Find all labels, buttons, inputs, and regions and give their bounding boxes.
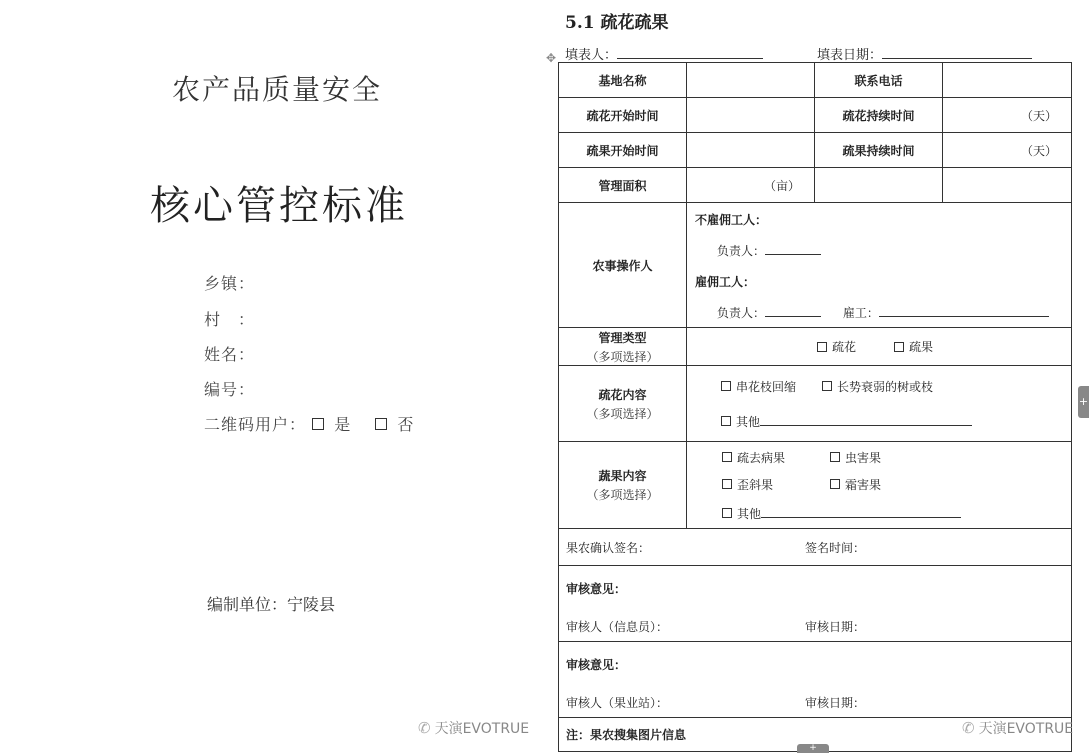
multi-hint: （多项选择）	[586, 349, 659, 364]
qr-label: 二维码用户：	[204, 415, 307, 434]
checkbox[interactable]	[817, 342, 827, 352]
thinning-form-table	[558, 62, 1072, 752]
qr-yes-checkbox[interactable]	[312, 418, 324, 430]
table-row	[559, 642, 1072, 718]
non-hired-responsible-row	[717, 242, 1063, 259]
cover-field-name: 姓名：	[204, 345, 256, 364]
option-label: 其他	[736, 414, 761, 429]
fruit-duration-value[interactable]: （天）	[943, 133, 1072, 168]
option-label: 串花枝回缩	[736, 379, 797, 394]
watermark-text: 天演EVOTRUE	[434, 721, 530, 737]
fruit-content-options	[687, 442, 1072, 529]
flower-duration-value[interactable]: （天）	[943, 98, 1072, 133]
base-name-value[interactable]	[687, 63, 815, 98]
hired-label: 雇佣工人：	[695, 275, 756, 289]
area-label: 管理面积	[559, 168, 687, 203]
farmer-sign-label: 果农确认签名：	[566, 540, 651, 555]
flower-content-label	[559, 366, 687, 442]
option-flower[interactable]	[817, 338, 856, 355]
option-label: 疏去病果	[737, 450, 786, 465]
responsible-line[interactable]	[765, 244, 821, 255]
table-row	[559, 98, 1072, 133]
multi-hint: （多项选择）	[586, 406, 659, 421]
note-text: 注：果农搜集图片信息	[566, 728, 687, 742]
reviewer-station-label: 审核人（果业站）：	[566, 696, 669, 710]
hired-responsible-row	[717, 304, 1063, 321]
fill-date-line[interactable]	[882, 47, 1032, 59]
option-cut-back[interactable]	[721, 378, 796, 395]
watermark-left	[418, 718, 529, 738]
table-row	[559, 203, 1072, 328]
checkbox[interactable]	[721, 381, 731, 391]
wechat-icon: ✆	[962, 719, 975, 737]
option-frost[interactable]	[830, 476, 881, 493]
filler-label: 填表人：	[565, 48, 618, 63]
employee-label: 雇工：	[842, 306, 879, 320]
cover-field-number: 编号：	[204, 380, 256, 399]
qr-yes-label: 是	[334, 415, 352, 434]
flower-content-options	[687, 366, 1072, 442]
checkbox[interactable]	[822, 381, 832, 391]
option-deformed[interactable]	[722, 476, 830, 493]
empty-cell	[815, 168, 943, 203]
option-label: 其他	[737, 506, 762, 521]
add-column-icon[interactable]: +	[1078, 386, 1089, 418]
review-opinion-label: 审核意见：	[566, 658, 627, 672]
table-row	[559, 529, 1072, 566]
phone-label: 联系电话	[815, 63, 943, 98]
watermark-right	[962, 718, 1073, 738]
option-label: 疏花	[832, 340, 857, 354]
farmer-sign-cell	[559, 529, 1072, 566]
review-opinion-label: 审核意见：	[566, 582, 627, 596]
review-date-label: 审核日期：	[805, 620, 866, 634]
table-row	[559, 566, 1072, 642]
cover-field-village: 村 ：	[204, 310, 256, 329]
cover-field-qr	[204, 412, 414, 435]
review-info-cell	[559, 566, 1072, 642]
checkbox[interactable]	[830, 479, 840, 489]
checkbox[interactable]	[830, 452, 840, 462]
option-label: 霜害果	[845, 477, 882, 492]
base-name-label: 基地名称	[559, 63, 687, 98]
responsible-line[interactable]	[765, 306, 821, 317]
mgmt-type-text: 管理类型	[598, 330, 647, 345]
fruit-start-value[interactable]	[687, 133, 815, 168]
qr-no-checkbox[interactable]	[375, 418, 387, 430]
responsible-label: 负责人：	[717, 306, 766, 320]
option-fruit[interactable]	[894, 338, 933, 355]
table-row	[559, 63, 1072, 98]
checkbox[interactable]	[722, 479, 732, 489]
review-date-label: 审核日期：	[805, 696, 866, 710]
option-diseased[interactable]	[722, 449, 830, 466]
flower-start-label: 疏花开始时间	[559, 98, 687, 133]
flower-content-text: 疏花内容	[598, 387, 647, 402]
option-other[interactable]	[721, 413, 760, 430]
operator-value	[687, 203, 1072, 328]
other-line[interactable]	[760, 415, 972, 426]
other-line[interactable]	[761, 507, 961, 518]
mgmt-type-label	[559, 328, 687, 366]
watermark-text: 天演EVOTRUE	[978, 721, 1074, 737]
cover-subtitle: 农产品质量安全	[172, 73, 383, 106]
fill-date-label: 填表日期：	[817, 48, 883, 63]
add-row-icon[interactable]: +	[797, 744, 829, 753]
table-row	[559, 442, 1072, 529]
table-row	[559, 133, 1072, 168]
cover-compiling-unit: 编制单位：宁陵县	[207, 595, 336, 614]
non-hired-label: 不雇佣工人：	[695, 213, 768, 227]
fruit-content-text: 蔬果内容	[598, 469, 647, 483]
filler-line[interactable]	[617, 47, 763, 59]
phone-value[interactable]	[943, 63, 1072, 98]
checkbox[interactable]	[722, 452, 732, 462]
checkbox[interactable]	[721, 416, 731, 426]
reviewer-info-label: 审核人（信息员）：	[566, 620, 669, 634]
option-label: 疏果	[909, 340, 934, 354]
option-label: 长势衰弱的树或枝	[837, 379, 934, 394]
wechat-icon: ✆	[418, 719, 431, 737]
table-row	[559, 168, 1072, 203]
multi-hint: （多项选择）	[586, 488, 659, 502]
fruit-content-label	[559, 442, 687, 529]
fill-date-row	[817, 44, 1032, 63]
flower-start-value[interactable]	[687, 98, 815, 133]
checkbox[interactable]	[894, 342, 904, 352]
review-station-cell	[559, 642, 1072, 718]
flower-duration-label: 疏花持续时间	[815, 98, 943, 133]
option-weak[interactable]	[822, 378, 933, 395]
table-row	[559, 328, 1072, 366]
option-label: 虫害果	[845, 450, 882, 465]
option-label: 歪斜果	[737, 477, 774, 492]
option-pest[interactable]	[830, 449, 881, 466]
sheet-title: 5.1 疏花疏果	[565, 13, 669, 33]
empty-cell	[943, 168, 1072, 203]
sign-time-label: 签名时间：	[805, 540, 866, 555]
table-move-handle-icon[interactable]: ✥	[546, 51, 557, 65]
area-value[interactable]: （亩）	[687, 168, 815, 203]
mgmt-type-options	[687, 328, 1072, 366]
fruit-start-label: 疏果开始时间	[559, 133, 687, 168]
option-other[interactable]	[722, 505, 761, 522]
checkbox[interactable]	[722, 508, 732, 518]
qr-no-label: 否	[397, 415, 415, 434]
cover-field-township: 乡镇：	[204, 274, 256, 293]
cover-title: 核心管控标准	[150, 183, 408, 229]
responsible-label: 负责人：	[717, 244, 766, 258]
filler-row	[565, 44, 763, 63]
operator-label: 农事操作人	[559, 203, 687, 328]
fruit-duration-label: 疏果持续时间	[815, 133, 943, 168]
table-row	[559, 366, 1072, 442]
employee-line[interactable]	[879, 306, 1049, 317]
